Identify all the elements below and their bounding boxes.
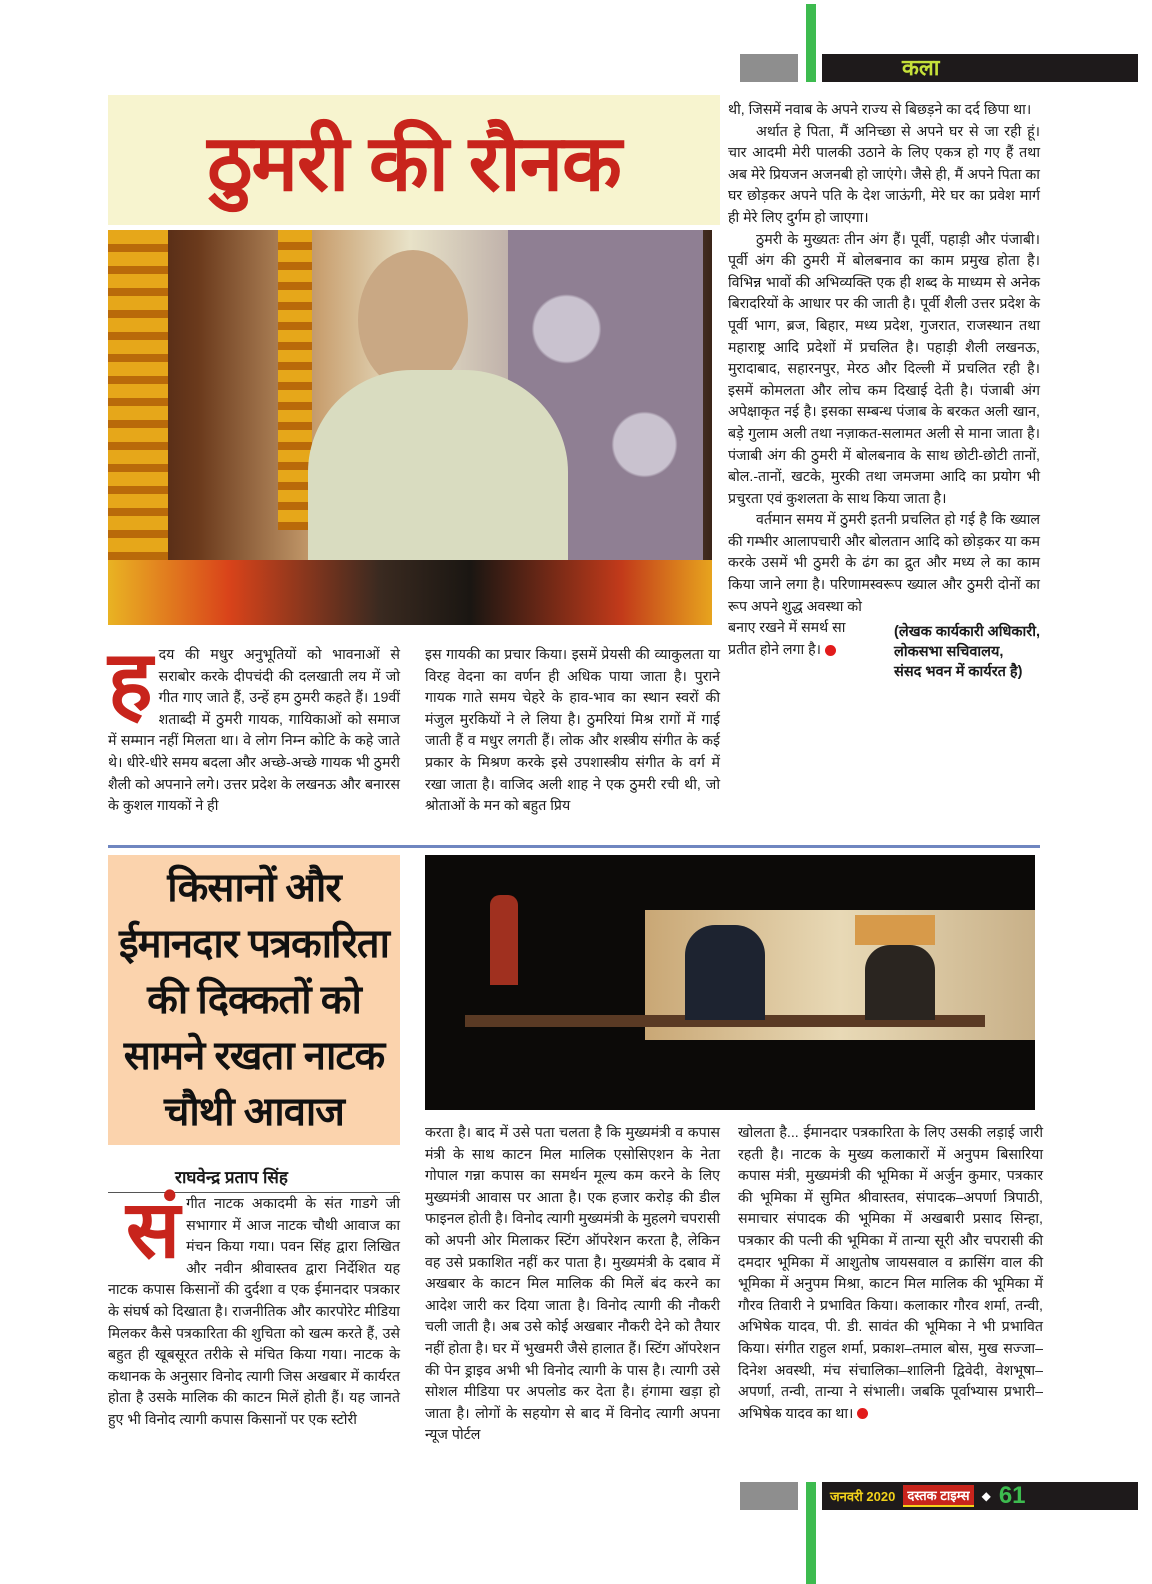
article2-col3-paragraph bbox=[738, 1123, 1043, 1425]
section-header bbox=[822, 54, 1138, 82]
article1-column-2 bbox=[425, 645, 720, 818]
header-gray-block bbox=[740, 54, 798, 82]
article1-ending bbox=[728, 618, 848, 682]
author-note-line: लोकसभा सचिवालय, bbox=[894, 644, 1004, 661]
article1-title-box bbox=[108, 95, 720, 225]
article2-title-line: की दिक्कतों को bbox=[147, 978, 361, 1022]
article2-title-line: ईमानदार पत्रकारिता bbox=[119, 922, 389, 966]
paragraph: वर्तमान समय में ठुमरी इतनी प्रचलित हो गई है कि ख्याल की गम्भीर आलापचारी और बोलतान आदि को छोड़कर या कम करके उसमें भी ठुमरी के ढंग का द्रुत और मध्य ले का काम किया जाने लगा है। परिणामस्वरूप ख्याल और ठुमरी दोनों का रूप अपने शुद्ध अवस्था को bbox=[728, 512, 1040, 615]
paragraph: ठुमरी के मुख्यतः तीन अंग हैं। पूर्वी, पहाड़ी और पंजाबी। पूर्वी अंग की ठुमरी में बोलबनाव का काम प्रमुख होता है। विभिन्न भावों की अभिव्यक्ति एक ही शब्द के माध्यम से अनेक बिरादरियों के आधार पर की जाती है। पूर्वी शैली उत्तर प्रदेश के पूर्वी भाग, ब्रज, बिहार, मध्य प्रदेश, गुजरात, राजस्थान तथा महाराष्ट्र आदि प्रदेशों में प्रचलित है। पहाड़ी शैली लखनऊ, मुरादाबाद, सहारनपुर, मेरठ और दिल्ली में प्रचलित रही है। इसमें कोमलता और लोच कम दिखाई देती है। पंजाबी अंग अपेक्षाकृत नई है। इसका सम्बन्ध पंजाब के बरकत अली खान, बड़े गुलाम अली तथा नज़ाकत-सलामत अली से माना जाता है। पंजाबी अंग की ठुमरी में बोलबनाव के साथ छोटी-छोटी तानों, बोल.-तानों, खटके, मुरकी तथा जमजमा आदि का प्रयोग भी प्रचुरता एवं कुशलता के साथ किया जाता है। bbox=[728, 231, 1040, 507]
bullet-icon: ◆ bbox=[981, 1489, 991, 1503]
footer-gray-block bbox=[740, 1482, 798, 1510]
photo-thumri-singer bbox=[108, 230, 712, 625]
article1-title: ठुमरी की रौनक bbox=[207, 119, 621, 207]
magazine-logo: दस्तक टाइम्स bbox=[903, 1485, 973, 1507]
paragraph: अर्थात हे पिता, मैं अनिच्छा से अपने घर से जा रही हूं। चार आदमी मेरी पालकी उठाने के लिए एकत्र हो गए हैं तथा अब मेरे प्रियजन अजनबी हो जाएंगे। जैसे ही, मैं अपने पिता का घर छोड़कर अपने पति के देश जाऊंगी, मेरे घर का प्रवेश मार्ग ही मेरे लिए दुर्गम हो जाएगा। bbox=[728, 123, 1040, 226]
article2-column-3 bbox=[738, 1123, 1043, 1425]
section-divider bbox=[108, 845, 1040, 848]
paragraph: थी, जिसमें नवाब के अपने राज्य से बिछड़ने का दर्द छिपा था। bbox=[728, 102, 1032, 118]
author-note-line: संसद भवन में कार्यरत है) bbox=[894, 664, 1023, 681]
ending-text: बनाए रखने में समर्थ सा प्रतीत होने लगा है। bbox=[728, 620, 846, 658]
article2-col2-text: करता है। बाद में उसे पता चलता है कि मुख्यमंत्री व कपास मंत्री के साथ काटन मिल मालिक एसोसिएशन के नेता गोपाल गन्ना कपास का समर्थन मूल्य कम करने के लिए मुख्यमंत्री आवास पर आता है। एक हजार करोड़ की डील फाइनल होती है। विनोद त्यागी मुख्यमंत्री के मुहलगे चपरासी को अपनी ओर मिलाकर स्टिंग ऑपरेशन करता है, लेकिन वह उसे प्रकाशित नहीं कर पाता है। मुख्यमंत्री के दबाव में अखबार के काटन मिल मालिक की मिलें बंद करने का आदेश जारी कर दिया जाता है। विनोद त्यागी की नौकरी चली जाती है। अब उसे कोई अखबार नौकरी देने को तैयार नहीं होता है। घर में भुखमरी जैसे हालात हैं। स्टिंग ऑपरेशन की पेन ड्राइव अभी भी विनोद त्यागी के पास है। त्यागी उसे सोशल मीडिया पर अपलोड कर देता है। हंगामा खड़ा हो जाता है। लोगों के सहयोग से बाद में विनोद त्यागी अपना न्यूज पोर्टल bbox=[425, 1125, 720, 1444]
footer-green-bar bbox=[806, 1482, 816, 1584]
issue-month: जनवरी 2020 bbox=[830, 1489, 896, 1504]
header-green-bar bbox=[806, 4, 816, 82]
end-mark-icon bbox=[857, 1408, 868, 1419]
article2-col1-text: गीत नाटक अकादमी के संत गाडगे जी सभागार में आज नाटक चौथी आवाज का मंचन किया गया। पवन सिंह द्वारा लिखित और नवीन श्रीवास्तव द्वारा निर्देशित यह नाटक कपास किसानों की दुर्दशा व एक ईमानदार पत्रकार के संघर्ष को दिखाता है। राजनीतिक और कारपोरेट मीडिया मिलकर कैसे पत्रकारिता की शुचिता को खत्म करते हैं, उसे बहुत ही खूबसूरत तरीके से मंचित किया गया। नाटक के कथानक के अनुसार विनोद त्यागी जिस अखबार में कार्यरत होता है उसके मालिक की काटन मिलें होती हैं। यह जानते हुए भी विनोद त्यागी कपास किसानों पर एक स्टोरी bbox=[108, 1196, 400, 1428]
article1-drop-cap: ह bbox=[108, 634, 153, 728]
author-note bbox=[894, 622, 1040, 682]
article1-column-1 bbox=[108, 634, 400, 818]
article2-title-box bbox=[108, 855, 400, 1145]
article1-column-3 bbox=[728, 100, 1040, 682]
article2-title-line: चौथी आवाज bbox=[164, 1090, 344, 1134]
article2-col3-text: खोलता है... ईमानदार पत्रकारिता के लिए उसकी लड़ाई जारी रहती है। नाटक के मुख्य कलाकारों में अनुपम बिसारिया कपास मंत्री, मुख्यमंत्री की भूमिका में अर्जुन कुमार, पत्रकार की भूमिका में सुमित श्रीवास्तव, संपादक–अपर्णा त्रिपाठी, समाचार संपादक की भूमिका में अखबारी प्रसाद सिन्हा, पत्रकार की पत्नी की भूमिका में तान्या सूरी और चपरासी की दमदार भूमिका में आशुतोष जायसवाल व क्रासिंग वाल की भूमिका में अनुपम मिश्रा, काटन मिल मालिक की भूमिका में गौरव तिवारी ने प्रभावित किया। कलाकार गौरव शर्मा, तन्वी, अभिषेक यादव, पी. डी. सावंत की भूमिका ने भी प्रभावित किया। संगीत राहुल शर्मा, प्रकाश–तमाल बोस, मुख सज्जा–दिनेश अवस्थी, मंच संचालिका–शालिनी द्विवेदी, वेशभूषा–अपर्णा, तन्वी, तान्या ने संभाली। जबकि पूर्वाभ्यास प्रभारी– अभिषेक यादव का था। bbox=[738, 1125, 1043, 1422]
article2-byline: राघवेन्द्र प्रताप सिंह bbox=[175, 1168, 288, 1187]
photo-play-scene bbox=[425, 855, 1035, 1110]
article2-title-line: सामने रखता नाटक bbox=[123, 1034, 385, 1078]
section-label: कला bbox=[902, 55, 940, 80]
page-number: 61 bbox=[998, 1482, 1026, 1509]
article2-column-1 bbox=[108, 1185, 400, 1432]
end-mark-icon bbox=[825, 645, 836, 656]
article2-drop-cap: सं bbox=[126, 1185, 181, 1274]
article1-col1-text: दय की मधुर अनुभूतियों को भावनाओं से सराबोर करके दीपचंदी की दलखाती लय में जो गीत गाए जाते हैं, उन्हें हम ठुमरी कहते हैं। 19वीं शताब्दी में ठुमरी गायक, गायिकाओं को समाज में सम्मान नहीं मिलता था। वे लोग निम्न कोटि के कहे जाते थे। धीरे-धीरे समय बदला और अच्छे-अच्छे गायक भी ठुमरी शैली को अपनाने लगे। उत्तर प्रदेश के लखनऊ और बनारस के कुशल गायकों ने ही bbox=[108, 647, 400, 815]
article1-col2-text: इस गायकी का प्रचार किया। इसमें प्रेयसी की व्याकुलता या विरह वेदना का वर्णन ही अधिक पाया जाता है। पुराने गायक गाते समय चेहरे के हाव-भाव का स्थान स्वरों की मंजुल मुरकियों ने ले लिया है। ठुमरियां मिश्र रागों में गाई जाती हैं व मधुर लगती हैं। लोक और शस्त्रीय संगीत के कई प्रकार के मिश्रण करके इसे उपशास्त्रीय संगीत के वर्ग में रखा जाता है। वाजिद अली शाह ने एक ठुमरी रची थी, जो श्रोताओं के मन को बहुत प्रिय bbox=[425, 647, 720, 815]
footer-bar bbox=[822, 1482, 1138, 1510]
article2-column-2 bbox=[425, 1123, 720, 1447]
author-note-line: (लेखक कार्यकारी अधिकारी, bbox=[894, 624, 1040, 641]
article2-title-line: किसानों और bbox=[167, 866, 341, 910]
